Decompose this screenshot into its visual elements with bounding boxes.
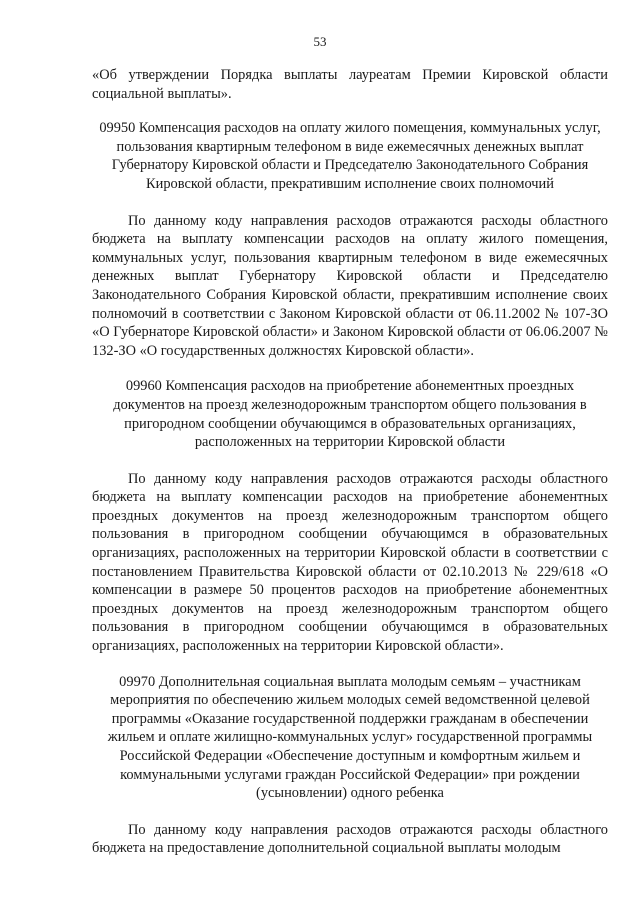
heading-09950: 09950 Компенсация расходов на оплату жилого помещения, коммунальных услуг, пользования квартирным телефоном в виде ежемесячных денежных выплат Губернатору Кировской области и Председателю Законодательного Собрания Кировской области, прекратившим исполнение своих полномочий [99, 120, 601, 192]
paragraph-09950: По данному коду направления расходов отражаются расходы областного бюджета на выплату компенсации расходов на оплату жилого помещения, коммунальных услуг, пользования квартирным телефоном в виде ежемесячных денежных выплат Губернатору Кировской области и Председателю Законодательного Собрания Кировской области, прекратившим исполнение своих полномочий в соответствии с Законом Кировской области от 06.11.2002 № 107-ЗО «О Губернаторе Кировской области» и Законом Кировской области от 06.06.2007 № 132-ЗО «О государственных должностях Кировской области». [92, 212, 608, 359]
document-body [92, 66, 608, 858]
paragraph-09960: По данному коду направления расходов отражаются расходы областного бюджета на выплату компенсации расходов на приобретение абонементных проездных документов на проезд железнодорожным транспортом общего пользования в пригородном сообщении обучающимся в образовательных организациях, расположенных на территории Кировской области в соответствии с постановлением Правительства Кировской области от 02.10.2013 № 229/618 «О компенсации в размере 50 процентов расходов на приобретение абонементных проездных документов на проезд железнодорожным транспортом общего пользования в пригородном сообщении обучающимся в образовательных организациях, расположенных на территории Кировской области». [92, 470, 608, 655]
heading-09970: 09970 Дополнительная социальная выплата молодым семьям – участникам мероприятия по обеспечению жильем молодых семей ведомственной целевой программы «Оказание государственной поддержки гражданам в обеспечении жильем и оплате жилищно-коммунальных услуг» государственной программы Российской Федерации «Обеспечение доступным и комфортным жильем и коммунальными услугами граждан Российской Федерации» при рождении (усыновлении) одного ребенка [107, 673, 593, 802]
paragraph-09970: По данному коду направления расходов отражаются расходы областного бюджета на предоставление дополнительной социальной выплаты молодым [92, 821, 608, 857]
page-number: 53 [313, 34, 327, 49]
intro-continuation: «Об утверждении Порядка выплаты лауреатам Премии Кировской области социальной выплаты». [92, 67, 608, 102]
heading-09960: 09960 Компенсация расходов на приобретение абонементных проездных документов на проезд железнодорожным транспортом общего пользования в пригородном сообщении обучающимся в образовательных организациях, расположенных на территории Кировской области [113, 378, 587, 451]
